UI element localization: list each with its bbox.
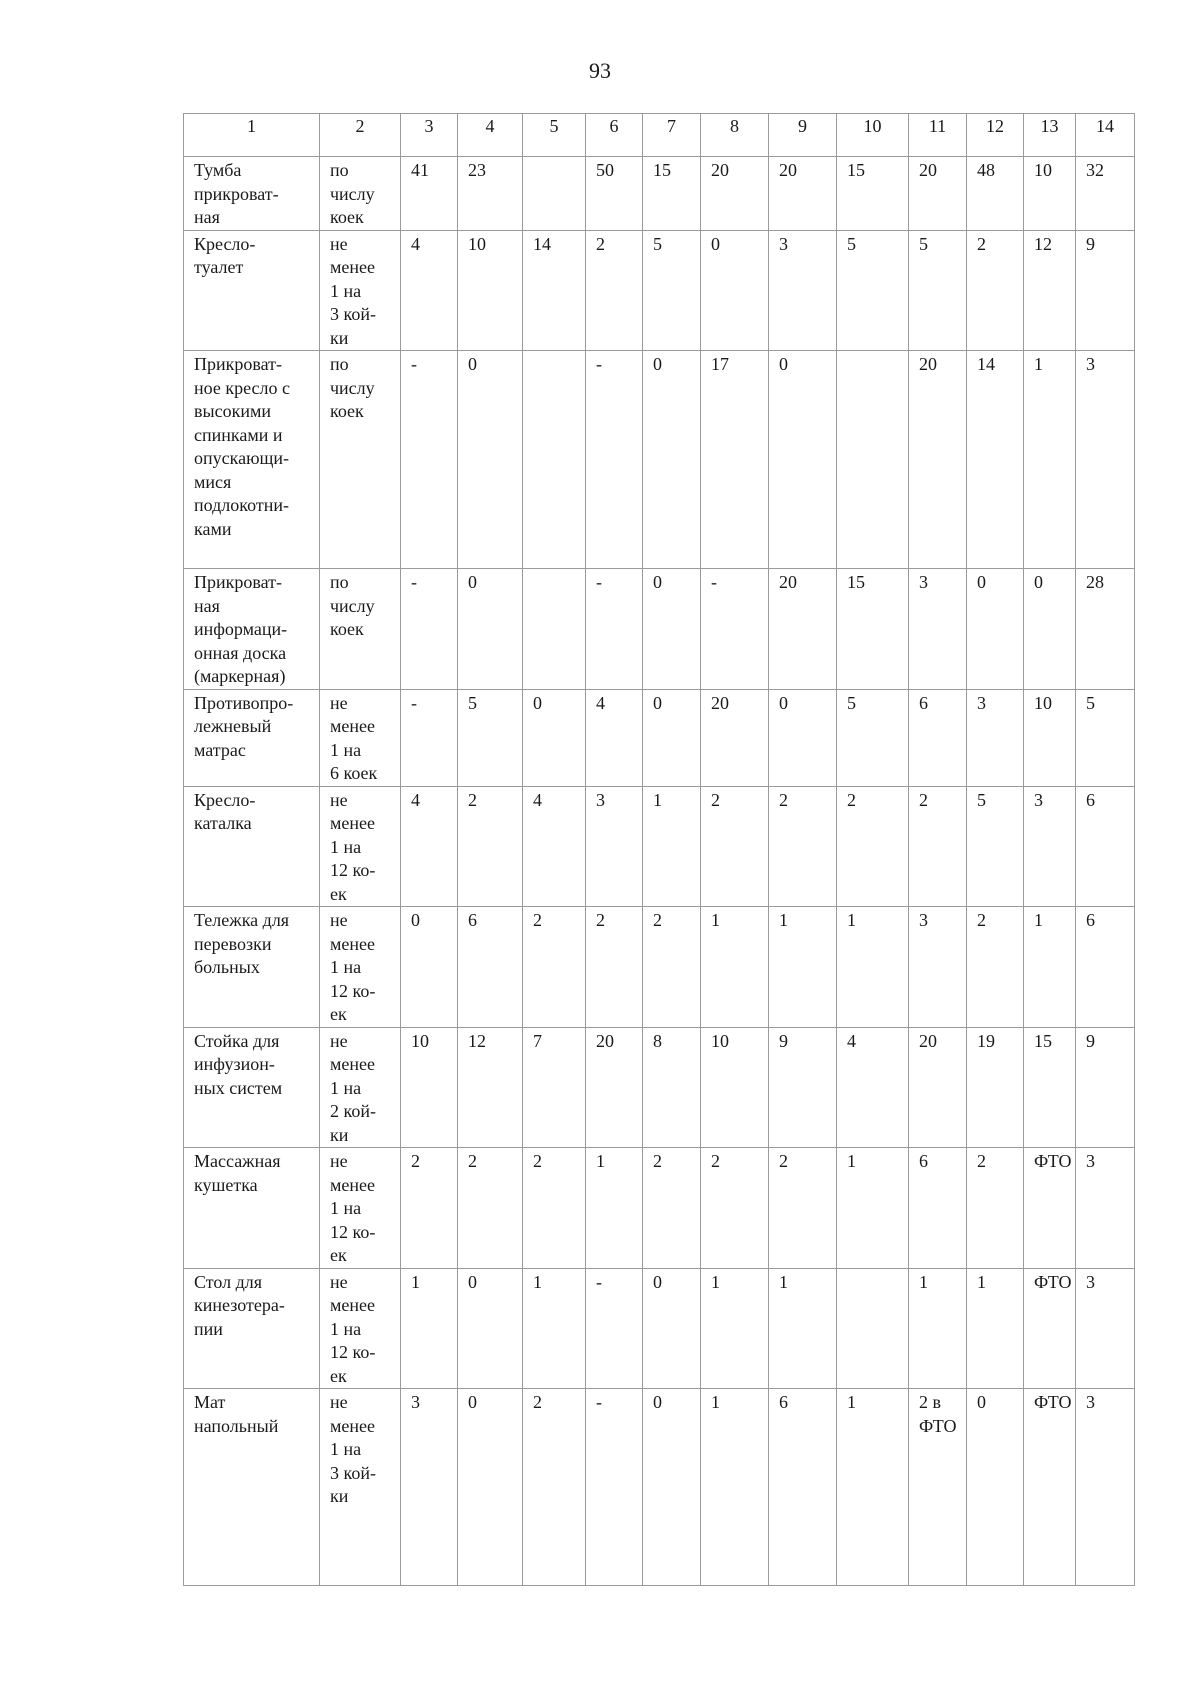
table-row xyxy=(184,1148,1135,1269)
equipment-name-cell: Прикроват- ная информаци- онная доска (маркерная) xyxy=(184,569,320,690)
value-cell: - xyxy=(586,351,643,569)
column-number: 3 xyxy=(401,114,458,157)
value-cell: 0 xyxy=(769,351,837,569)
value-cell: 0 xyxy=(458,351,523,569)
value-cell: 4 xyxy=(586,689,643,786)
value-cell: 20 xyxy=(701,157,769,231)
value-cell: 3 xyxy=(909,569,967,690)
value-cell: 1 xyxy=(1024,907,1076,1028)
value-cell: 5 xyxy=(458,689,523,786)
value-cell: 2 xyxy=(586,907,643,1028)
value-cell xyxy=(523,157,586,231)
value-cell: 2 xyxy=(701,786,769,907)
value-cell: 2 xyxy=(643,1148,701,1269)
column-number: 6 xyxy=(586,114,643,157)
table-row xyxy=(184,786,1135,907)
value-cell: 5 xyxy=(837,230,909,351)
value-cell: 17 xyxy=(701,351,769,569)
norm-cell: по числу коек xyxy=(320,157,401,231)
table-row xyxy=(184,1389,1135,1586)
value-cell: 0 xyxy=(458,1389,523,1586)
value-cell: 20 xyxy=(586,1027,643,1148)
value-cell: 0 xyxy=(643,1389,701,1586)
value-cell: - xyxy=(701,569,769,690)
column-number: 2 xyxy=(320,114,401,157)
table-header-row xyxy=(184,114,1135,157)
value-cell: 1 xyxy=(837,1148,909,1269)
value-cell: 12 xyxy=(458,1027,523,1148)
value-cell: 0 xyxy=(967,569,1024,690)
norm-cell: не менее 1 на 12 ко- ек xyxy=(320,907,401,1028)
value-cell: - xyxy=(401,351,458,569)
value-cell: 9 xyxy=(1076,1027,1135,1148)
value-cell: 14 xyxy=(967,351,1024,569)
value-cell: 1 xyxy=(967,1268,1024,1389)
value-cell: 0 xyxy=(643,351,701,569)
norm-cell: по числу коек xyxy=(320,351,401,569)
value-cell: 0 xyxy=(643,689,701,786)
equipment-name-cell: Тумба прикроват- ная xyxy=(184,157,320,231)
value-cell: 5 xyxy=(967,786,1024,907)
value-cell: 2 xyxy=(909,786,967,907)
value-cell: 6 xyxy=(1076,786,1135,907)
value-cell: 10 xyxy=(1024,157,1076,231)
equipment-name-cell: Противопро- лежневый матрас xyxy=(184,689,320,786)
value-cell: 9 xyxy=(1076,230,1135,351)
table-body xyxy=(184,114,1135,1586)
value-cell: 15 xyxy=(837,157,909,231)
value-cell: 6 xyxy=(1076,907,1135,1028)
value-cell: 6 xyxy=(769,1389,837,1586)
value-cell: 9 xyxy=(769,1027,837,1148)
value-cell: 8 xyxy=(643,1027,701,1148)
value-cell: 6 xyxy=(458,907,523,1028)
column-number: 9 xyxy=(769,114,837,157)
value-cell: 0 xyxy=(458,569,523,690)
column-number: 12 xyxy=(967,114,1024,157)
value-cell: 1 xyxy=(701,907,769,1028)
norm-cell: не менее 1 на 12 ко- ек xyxy=(320,1148,401,1269)
equipment-name-cell: Стойка для инфузион- ных систем xyxy=(184,1027,320,1148)
table-row xyxy=(184,907,1135,1028)
equipment-table xyxy=(183,113,1135,1586)
value-cell: 3 xyxy=(1024,786,1076,907)
value-cell: 1 xyxy=(401,1268,458,1389)
value-cell: 20 xyxy=(769,569,837,690)
equipment-name-cell: Мат напольный xyxy=(184,1389,320,1586)
value-cell: ФТО xyxy=(1024,1389,1076,1586)
table-row xyxy=(184,689,1135,786)
value-cell: 2 xyxy=(458,786,523,907)
table-row xyxy=(184,351,1135,569)
value-cell: 3 xyxy=(967,689,1024,786)
value-cell xyxy=(523,351,586,569)
column-number: 10 xyxy=(837,114,909,157)
value-cell: 50 xyxy=(586,157,643,231)
norm-cell: не менее 1 на 3 кой- ки xyxy=(320,1389,401,1586)
value-cell: 1 xyxy=(909,1268,967,1389)
value-cell: 5 xyxy=(643,230,701,351)
value-cell: 20 xyxy=(909,1027,967,1148)
value-cell: 10 xyxy=(401,1027,458,1148)
value-cell: 0 xyxy=(701,230,769,351)
value-cell: 0 xyxy=(458,1268,523,1389)
value-cell: 48 xyxy=(967,157,1024,231)
value-cell: 4 xyxy=(837,1027,909,1148)
equipment-name-cell: Тележка для перевозки больных xyxy=(184,907,320,1028)
value-cell: 3 xyxy=(401,1389,458,1586)
value-cell: - xyxy=(401,689,458,786)
table-row xyxy=(184,157,1135,231)
value-cell: 15 xyxy=(837,569,909,690)
value-cell: 28 xyxy=(1076,569,1135,690)
value-cell: 10 xyxy=(1024,689,1076,786)
value-cell: 1 xyxy=(769,1268,837,1389)
column-number: 5 xyxy=(523,114,586,157)
value-cell: 3 xyxy=(1076,1389,1135,1586)
value-cell: 1 xyxy=(837,1389,909,1586)
value-cell: 6 xyxy=(909,689,967,786)
value-cell: 1 xyxy=(586,1148,643,1269)
column-number: 14 xyxy=(1076,114,1135,157)
column-number: 13 xyxy=(1024,114,1076,157)
value-cell: 4 xyxy=(401,230,458,351)
value-cell: 2 xyxy=(769,786,837,907)
value-cell xyxy=(837,351,909,569)
norm-cell: по числу коек xyxy=(320,569,401,690)
value-cell: 2 xyxy=(643,907,701,1028)
value-cell: 2 xyxy=(837,786,909,907)
value-cell: 10 xyxy=(701,1027,769,1148)
equipment-name-cell: Кресло- туалет xyxy=(184,230,320,351)
value-cell: 5 xyxy=(1076,689,1135,786)
value-cell: 4 xyxy=(401,786,458,907)
value-cell: 20 xyxy=(909,351,967,569)
column-number: 7 xyxy=(643,114,701,157)
value-cell: 1 xyxy=(769,907,837,1028)
equipment-name-cell: Кресло- каталка xyxy=(184,786,320,907)
value-cell xyxy=(837,1268,909,1389)
table-row xyxy=(184,230,1135,351)
value-cell: 1 xyxy=(701,1268,769,1389)
table-row xyxy=(184,1268,1135,1389)
value-cell: 0 xyxy=(643,569,701,690)
value-cell: 20 xyxy=(909,157,967,231)
norm-cell: не менее 1 на 3 кой- ки xyxy=(320,230,401,351)
value-cell: - xyxy=(586,1268,643,1389)
table-row xyxy=(184,569,1135,690)
value-cell: 2 xyxy=(523,1389,586,1586)
value-cell xyxy=(523,569,586,690)
value-cell: 3 xyxy=(1076,1268,1135,1389)
value-cell: 41 xyxy=(401,157,458,231)
value-cell: 3 xyxy=(769,230,837,351)
value-cell: 7 xyxy=(523,1027,586,1148)
value-cell: 23 xyxy=(458,157,523,231)
value-cell: 2 xyxy=(586,230,643,351)
value-cell: 5 xyxy=(909,230,967,351)
column-number: 4 xyxy=(458,114,523,157)
value-cell: 2 xyxy=(523,907,586,1028)
value-cell: 3 xyxy=(586,786,643,907)
equipment-name-cell: Прикроват- ное кресло с высокими спинками и опускающи- мися подлокотни- ками xyxy=(184,351,320,569)
value-cell: 0 xyxy=(523,689,586,786)
column-number: 11 xyxy=(909,114,967,157)
value-cell: 2 xyxy=(523,1148,586,1269)
value-cell: 14 xyxy=(523,230,586,351)
value-cell: - xyxy=(586,569,643,690)
value-cell: ФТО xyxy=(1024,1268,1076,1389)
value-cell: 15 xyxy=(1024,1027,1076,1148)
value-cell: 2 xyxy=(967,907,1024,1028)
value-cell: 3 xyxy=(909,907,967,1028)
value-cell: ФТО xyxy=(1024,1148,1076,1269)
value-cell: 12 xyxy=(1024,230,1076,351)
value-cell: 2 xyxy=(401,1148,458,1269)
value-cell: 5 xyxy=(837,689,909,786)
value-cell: 2 в ФТО xyxy=(909,1389,967,1586)
value-cell: 0 xyxy=(643,1268,701,1389)
value-cell: - xyxy=(586,1389,643,1586)
value-cell: 15 xyxy=(643,157,701,231)
value-cell: 0 xyxy=(769,689,837,786)
value-cell: 2 xyxy=(967,1148,1024,1269)
value-cell: 1 xyxy=(523,1268,586,1389)
value-cell: 19 xyxy=(967,1027,1024,1148)
value-cell: 1 xyxy=(1024,351,1076,569)
value-cell: 2 xyxy=(701,1148,769,1269)
value-cell: 3 xyxy=(1076,351,1135,569)
value-cell: 6 xyxy=(909,1148,967,1269)
value-cell: 2 xyxy=(458,1148,523,1269)
value-cell: 0 xyxy=(401,907,458,1028)
column-number: 8 xyxy=(701,114,769,157)
value-cell: 20 xyxy=(701,689,769,786)
norm-cell: не менее 1 на 2 кой- ки xyxy=(320,1027,401,1148)
equipment-name-cell: Массажная кушетка xyxy=(184,1148,320,1269)
value-cell: 2 xyxy=(769,1148,837,1269)
value-cell: 1 xyxy=(837,907,909,1028)
value-cell: - xyxy=(401,569,458,690)
value-cell: 20 xyxy=(769,157,837,231)
value-cell: 1 xyxy=(701,1389,769,1586)
norm-cell: не менее 1 на 6 коек xyxy=(320,689,401,786)
value-cell: 32 xyxy=(1076,157,1135,231)
column-number: 1 xyxy=(184,114,320,157)
value-cell: 0 xyxy=(967,1389,1024,1586)
equipment-name-cell: Стол для кинезотера- пии xyxy=(184,1268,320,1389)
page-number: 93 xyxy=(589,58,611,83)
value-cell: 4 xyxy=(523,786,586,907)
value-cell: 2 xyxy=(967,230,1024,351)
value-cell: 1 xyxy=(643,786,701,907)
value-cell: 0 xyxy=(1024,569,1076,690)
value-cell: 3 xyxy=(1076,1148,1135,1269)
table-row xyxy=(184,1027,1135,1148)
value-cell: 10 xyxy=(458,230,523,351)
norm-cell: не менее 1 на 12 ко- ек xyxy=(320,1268,401,1389)
norm-cell: не менее 1 на 12 ко- ек xyxy=(320,786,401,907)
